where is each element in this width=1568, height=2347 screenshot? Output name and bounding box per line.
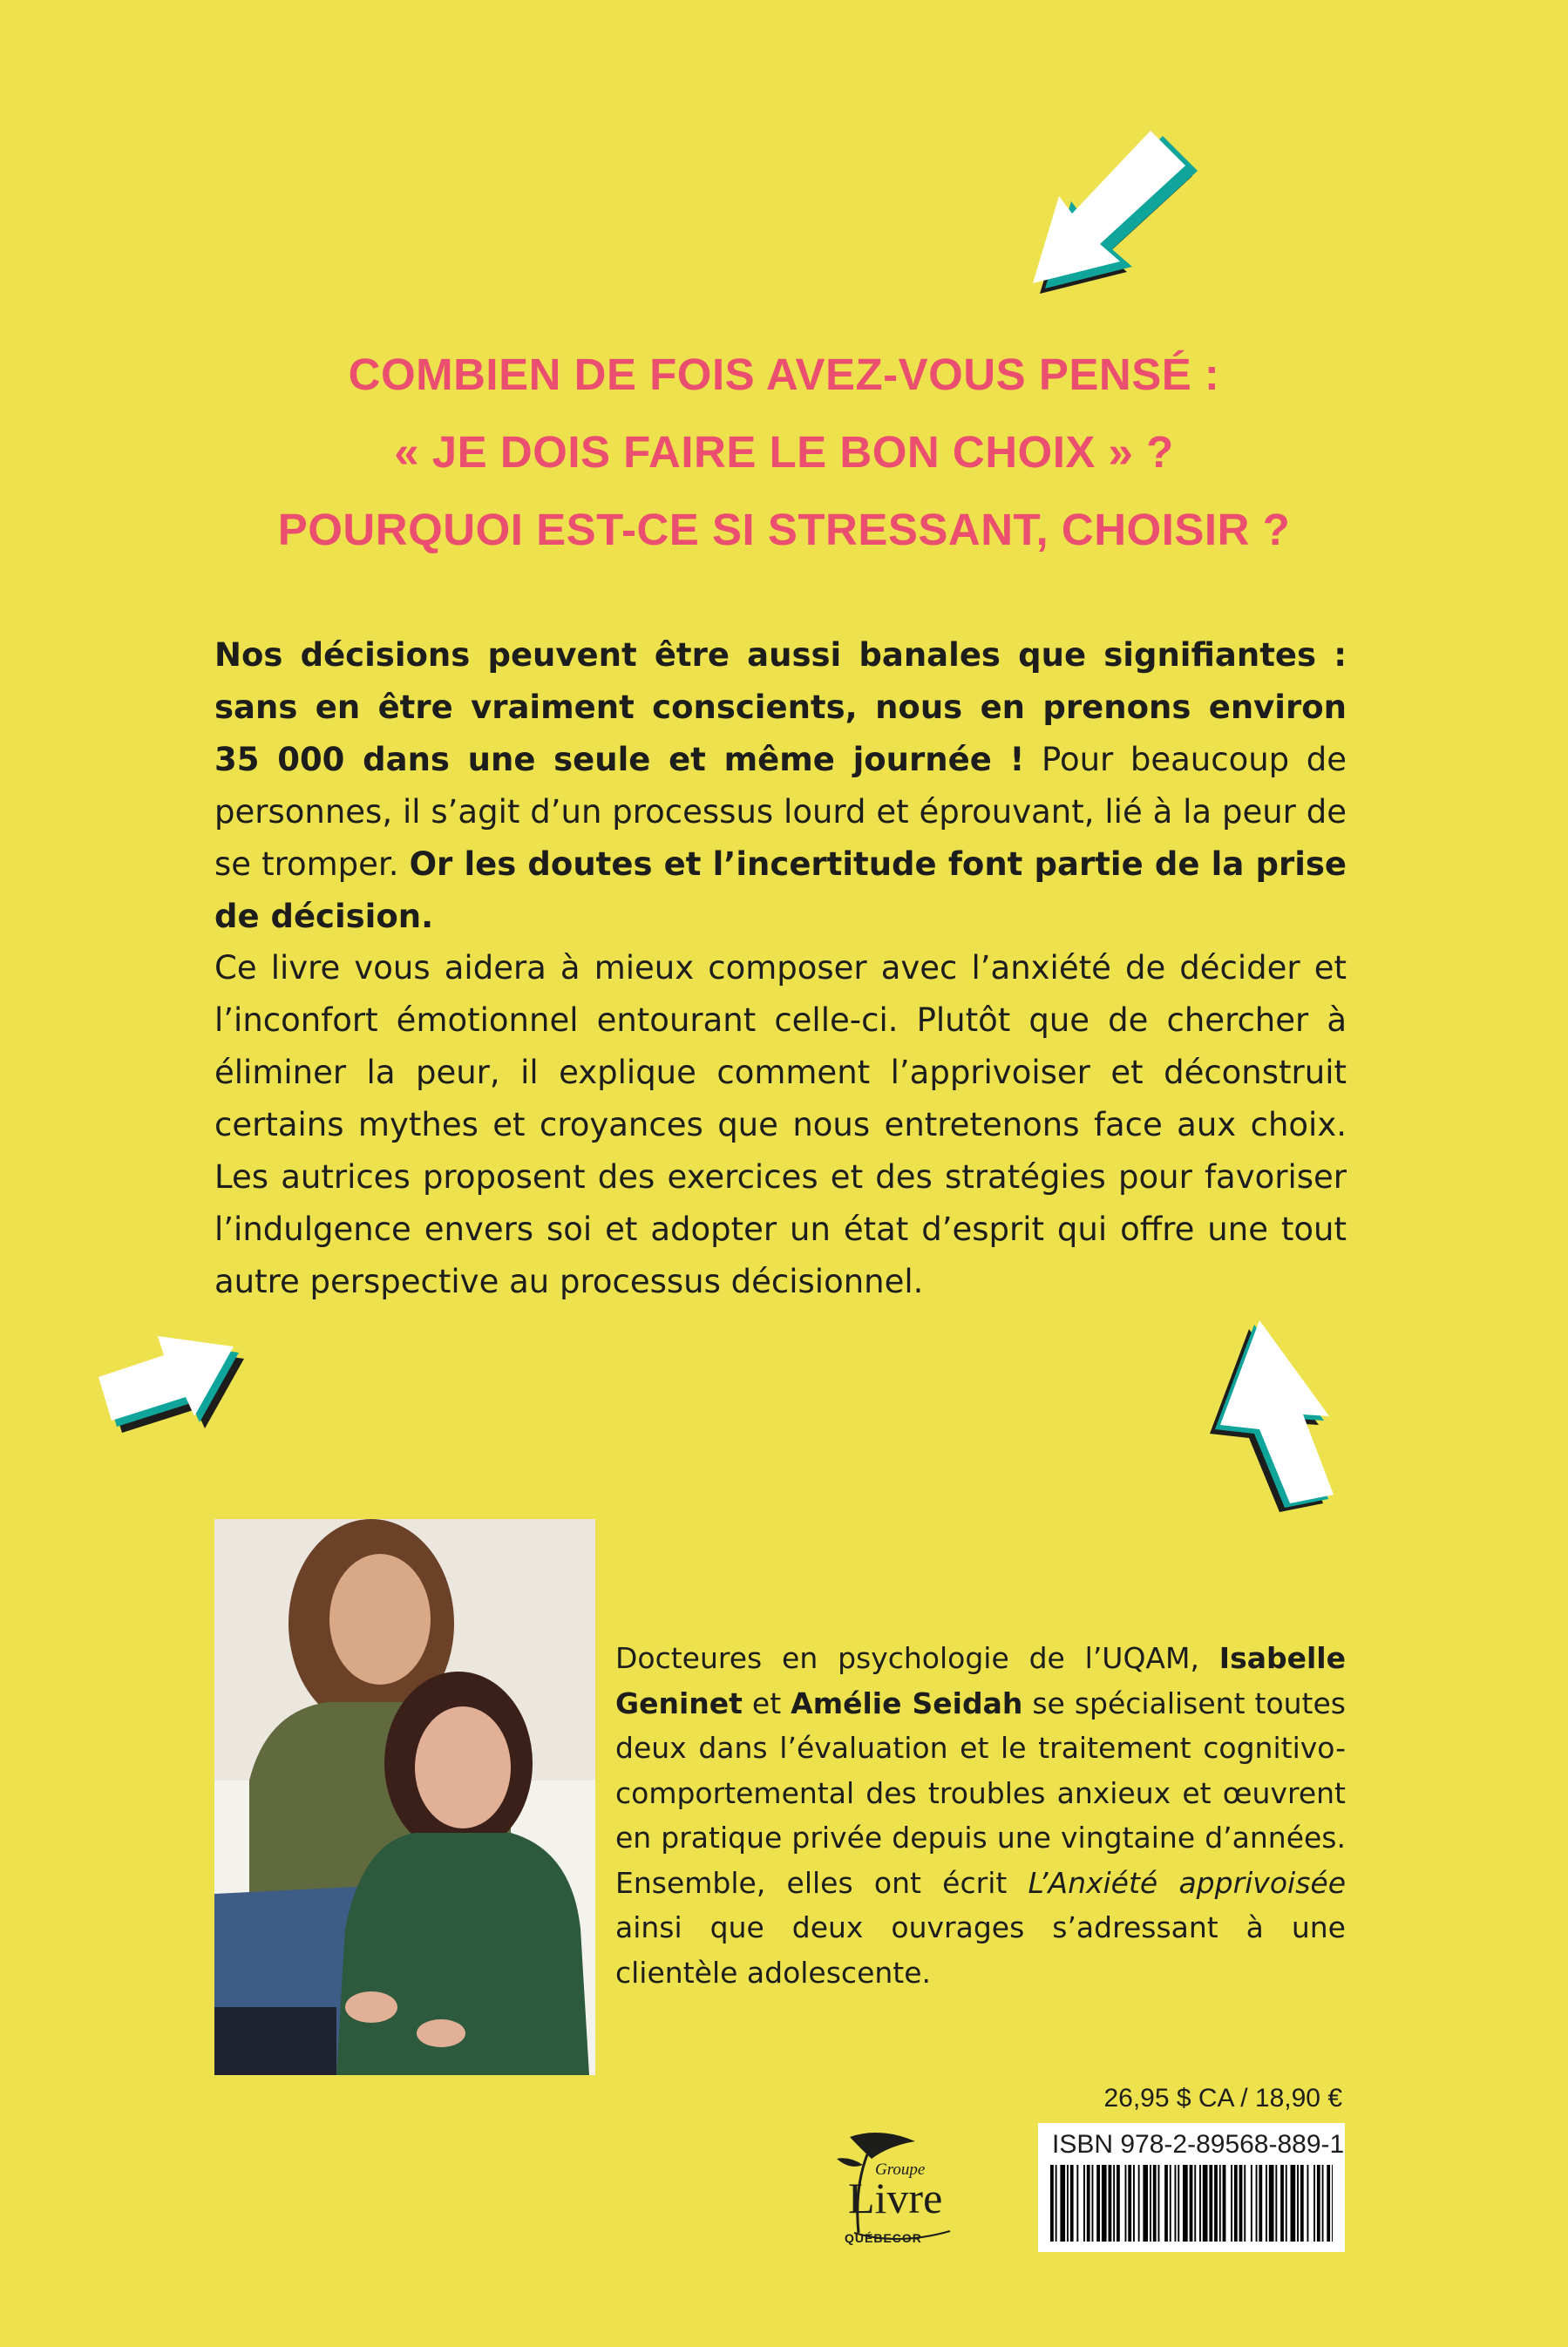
barcode-bar bbox=[1076, 2165, 1078, 2242]
barcode-bar bbox=[1223, 2165, 1226, 2242]
headline-line-3: POURQUOI EST-CE SI STRESSANT, CHOISIR ? bbox=[277, 505, 1291, 554]
barcode-bar bbox=[1280, 2165, 1284, 2242]
barcode-bar bbox=[1070, 2165, 1074, 2242]
bio-part-1: Docteures en psychologie de l’UQAM, bbox=[615, 1641, 1219, 1675]
bio-part-4: ainsi que deux ouvrages s’adressant à une clientèle adolescente. bbox=[615, 1910, 1346, 1990]
book-title: L’Anxiété apprivoisée bbox=[1028, 1865, 1346, 1900]
barcode-bar bbox=[1050, 2165, 1054, 2242]
barcode-bar bbox=[1153, 2165, 1157, 2242]
barcode-bar bbox=[1083, 2165, 1085, 2242]
barcode-bar bbox=[1125, 2165, 1127, 2242]
barcode-bar bbox=[1239, 2165, 1243, 2242]
barcode-bar bbox=[1317, 2165, 1320, 2242]
headline-line-1: COMBIEN DE FOIS AVEZ-VOUS PENSÉ : bbox=[348, 349, 1220, 399]
barcode-bar bbox=[1092, 2165, 1094, 2242]
barcode-bar bbox=[1096, 2165, 1100, 2242]
headline bbox=[0, 336, 1568, 568]
barcode-bar bbox=[1300, 2165, 1304, 2242]
barcode-bar bbox=[1259, 2165, 1262, 2242]
barcode-bar bbox=[1143, 2165, 1148, 2242]
barcode-bar bbox=[1275, 2165, 1277, 2242]
barcode-bar bbox=[1327, 2165, 1330, 2242]
price: 26,95 $ CA / 18,90 € bbox=[1103, 2084, 1342, 2113]
barcode-bar bbox=[1178, 2165, 1179, 2242]
barcode bbox=[1050, 2165, 1333, 2242]
barcode-bar bbox=[1322, 2165, 1324, 2242]
headline-line-2: « JE DOIS FAIRE LE BON CHOIX » ? bbox=[394, 427, 1174, 477]
bio-part-2: et bbox=[742, 1686, 791, 1720]
barcode-bar bbox=[1307, 2165, 1309, 2242]
barcode-bar bbox=[1102, 2165, 1107, 2242]
barcode-bar bbox=[1067, 2165, 1069, 2242]
barcode-bar bbox=[1269, 2165, 1274, 2242]
publisher-groupe: Groupe bbox=[875, 2160, 926, 2179]
isbn: ISBN 978-2-89568-889-1 bbox=[1052, 2130, 1345, 2159]
author-1-name: Isabelle Geninet bbox=[615, 1641, 1346, 1720]
arrow-up-icon bbox=[1185, 1320, 1342, 1512]
barcode-bar bbox=[1190, 2165, 1193, 2242]
barcode-bar bbox=[1164, 2165, 1168, 2242]
barcode-bar bbox=[1170, 2165, 1171, 2242]
barcode-bar bbox=[1286, 2165, 1287, 2242]
intro-normal-1: Pour beaucoup de personnes, il s’agit d’un processus lourd et éprouvant, lié à la peur de se tromper. bbox=[214, 741, 1347, 883]
barcode-bar bbox=[1219, 2165, 1221, 2242]
barcode-bar bbox=[1203, 2165, 1208, 2242]
barcode-bar bbox=[1209, 2165, 1212, 2242]
authors-bio bbox=[615, 1636, 1346, 1995]
barcode-bar bbox=[1117, 2165, 1120, 2242]
arrow-down-left-icon bbox=[1020, 131, 1212, 305]
bio-part-3: se spécialisent toutes deux dans l’évaluation et le traitement cognitivo-comportemental des troubles anxieux et œuvrent en pratique privée depuis une vingtaine d’années. Ensemble, elles ont écrit bbox=[615, 1686, 1346, 1900]
barcode-bar bbox=[1060, 2165, 1065, 2242]
barcode-bar bbox=[1231, 2165, 1232, 2242]
barcode-bar bbox=[1251, 2165, 1252, 2242]
barcode-bar bbox=[1183, 2165, 1188, 2242]
barcode-bar bbox=[1291, 2165, 1296, 2242]
barcode-bar bbox=[1133, 2165, 1135, 2242]
barcode-bar bbox=[1244, 2165, 1246, 2242]
barcode-bar bbox=[1297, 2165, 1299, 2242]
barcode-bar bbox=[1266, 2165, 1267, 2242]
barcode-bar bbox=[1194, 2165, 1196, 2242]
barcode-bar bbox=[1113, 2165, 1115, 2242]
barcode-bar bbox=[1128, 2165, 1131, 2242]
barcode-bar bbox=[1056, 2165, 1057, 2242]
barcode-bar bbox=[1332, 2165, 1333, 2242]
barcode-bar bbox=[1234, 2165, 1238, 2242]
barcode-bar bbox=[1214, 2165, 1218, 2242]
publisher-livre: Livre bbox=[848, 2174, 943, 2222]
intro-paragraph bbox=[214, 629, 1347, 943]
author-photo bbox=[214, 1519, 595, 2075]
intro-bold-2: Or les doutes et l’incertitude font partie de la prise de décision. bbox=[214, 845, 1347, 935]
barcode-bar bbox=[1313, 2165, 1315, 2242]
barcode-bar bbox=[1175, 2165, 1177, 2242]
barcode-bar bbox=[1158, 2165, 1160, 2242]
barcode-bar bbox=[1256, 2165, 1258, 2242]
barcode-bar bbox=[1109, 2165, 1112, 2242]
arrow-right-icon bbox=[90, 1320, 247, 1460]
intro-bold-1: Nos décisions peuvent être aussi banales que signifiantes : sans en être vraiment conscients, nous en prenons environ 35 000 dans une seule et même journée ! bbox=[214, 636, 1347, 778]
description-paragraph: Ce livre vous aidera à mieux composer avec l’anxiété de décider et l’inconfort émotionnel entourant celle-ci. Plutôt que de chercher à éliminer la peur, il explique comment l’apprivoiser et déconstruit certains mythes et croyances que nous entretenons face aux choix. Les autrices proposent des exercices et des stratégies pour favoriser l’indulgence envers soi et adopter un état d’esprit qui offre une tout autre perspective au processus décisionnel. bbox=[214, 949, 1347, 1300]
barcode-bar bbox=[1087, 2165, 1090, 2242]
publisher-quebecor: QUÉBECOR bbox=[845, 2231, 922, 2245]
barcode-bar bbox=[1199, 2165, 1201, 2242]
barcode-bar bbox=[1150, 2165, 1151, 2242]
barcode-bar bbox=[1138, 2165, 1140, 2242]
author-2-name: Amélie Seidah bbox=[791, 1686, 1023, 1720]
